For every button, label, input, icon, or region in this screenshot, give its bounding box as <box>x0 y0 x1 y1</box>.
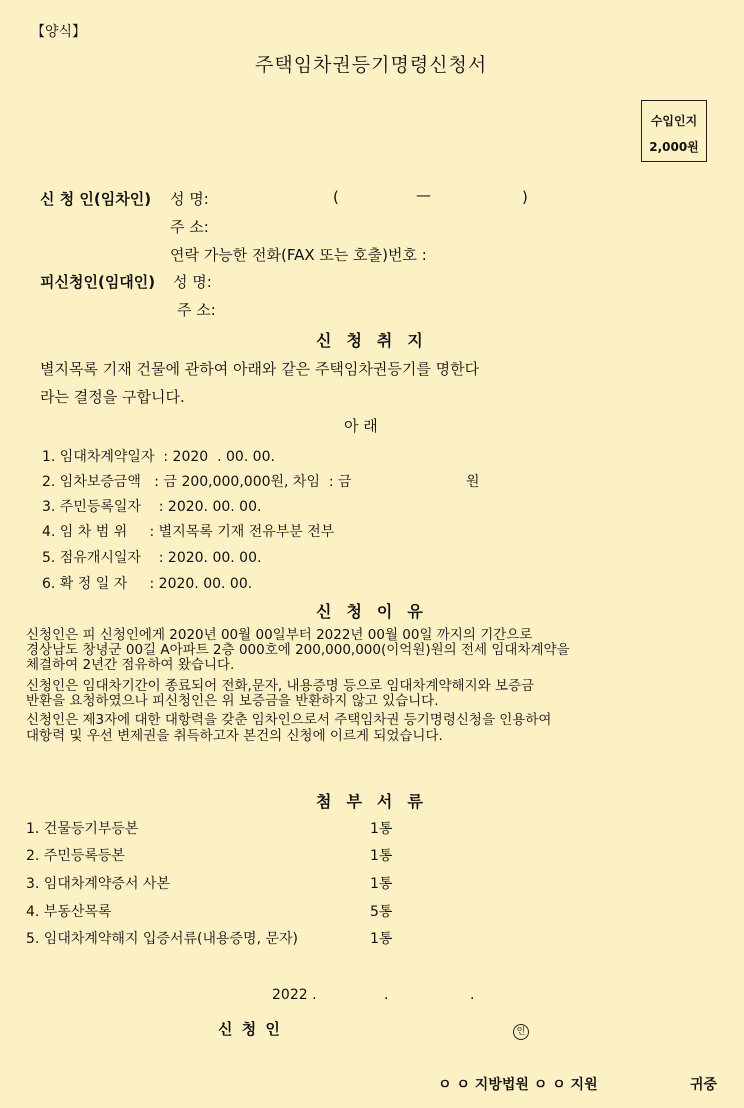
applicant-phone-label: 연락 가능한 전화(FAX 또는 호출)번호 : <box>170 246 427 264</box>
date-separator: . <box>384 987 389 1003</box>
attachment-count: 5통 <box>370 904 393 920</box>
detail-item: 4. 임 차 범 위 : 별지목록 기재 전유부분 전부 <box>42 524 335 540</box>
attachments-heading: 첨부서류 <box>316 792 438 811</box>
seal-glyph: 인 <box>513 1024 529 1040</box>
attachment-name: 3. 임대차계약증서 사본 <box>26 876 170 892</box>
attachment-name: 1. 건물등기부등본 <box>26 821 139 837</box>
purpose-line-2: 라는 결정을 구합니다. <box>40 388 185 406</box>
document-title: 주택임차권등기명령신청서 <box>255 54 488 76</box>
applicant-paren-close: ) <box>522 188 528 206</box>
detail-item: 3. 주민등록일자 : 2020. 00. 00. <box>42 499 262 515</box>
detail-item: 6. 확 정 일 자 : 2020. 00. 00. <box>42 576 253 592</box>
detail-item: 5. 점유개시일자 : 2020. 00. 00. <box>42 550 262 566</box>
seal-mark <box>513 1019 529 1040</box>
respondent-role-label: 피신청인(임대인) <box>40 273 156 291</box>
detail-item: 2. 임차보증금액 : 금 200,000,000원, 차임 : 금 <box>42 474 352 490</box>
applicant-role-label: 신 청 인(임차인) <box>40 190 152 208</box>
form-tag: 【양식】 <box>31 24 87 40</box>
attachment-count: 1통 <box>370 848 393 864</box>
attachment-count: 1통 <box>370 931 393 947</box>
revenue-stamp-box <box>641 100 707 162</box>
attachment-count: 1통 <box>370 821 393 837</box>
reason-line: 경상남도 창녕군 00길 A아파트 2층 000호에 200,000,000(이억원)원의 전세 임대차계약을 <box>26 642 570 658</box>
applicant-dash: — <box>416 186 431 204</box>
attachment-name: 4. 부동산목록 <box>26 904 112 920</box>
below-heading: 아 래 <box>344 417 378 435</box>
respondent-name-label: 성 명: <box>173 273 212 291</box>
court-suffix: 귀중 <box>690 1077 718 1093</box>
respondent-address-label: 주 소: <box>177 301 216 319</box>
reason-line: 신청인은 제3자에 대한 대항력을 갖춘 임차인으로서 주택임차권 등기명령신청을 인용하여 <box>26 712 552 728</box>
applicant-name-label: 성 명: <box>170 190 209 208</box>
court-name: ㅇ ㅇ 지방법원 ㅇ ㅇ 지원 <box>438 1077 598 1093</box>
date-year: 2022 . <box>272 987 317 1003</box>
reason-line: 신청인은 피 신청인에게 2020년 00월 00일부터 2022년 00월 00일 까지의 기간으로 <box>26 627 533 643</box>
detail-item: 1. 임대차계약일자 : 2020 . 00. 00. <box>42 449 275 465</box>
purpose-heading: 신청취지 <box>316 331 438 350</box>
stamp-amount: 2,000원 <box>649 140 699 154</box>
reason-line: 반환을 요청하였으나 피신청인은 위 보증금을 반환하지 않고 있습니다. <box>26 693 439 709</box>
attachment-count: 1통 <box>370 876 393 892</box>
attachment-name: 5. 임대차계약해지 입증서류(내용증명, 문자) <box>26 931 298 947</box>
reason-line: 체결하여 2년간 점유하여 왔습니다. <box>26 657 235 673</box>
applicant-paren-open: ( <box>333 188 339 206</box>
reason-line: 신청인은 임대차기간이 종료되어 전화,문자, 내용증명 등으로 임대차계약해지와 보증금 <box>26 678 535 694</box>
date-separator: . <box>470 987 475 1003</box>
reason-heading: 신청이유 <box>316 602 438 621</box>
stamp-label: 수입인지 <box>650 114 698 128</box>
applicant-address-label: 주 소: <box>170 218 209 236</box>
signature-label: 신 청 인 <box>218 1020 282 1038</box>
reason-line: 대항력 및 우선 변제권을 취득하고자 본건의 신청에 이르게 되었습니다. <box>26 728 443 744</box>
detail-item-suffix: 원 <box>466 474 480 490</box>
attachment-name: 2. 주민등록등본 <box>26 848 125 864</box>
purpose-line-1: 별지목록 기재 건물에 관하여 아래와 같은 주택임차권등기를 명한다 <box>40 360 480 378</box>
